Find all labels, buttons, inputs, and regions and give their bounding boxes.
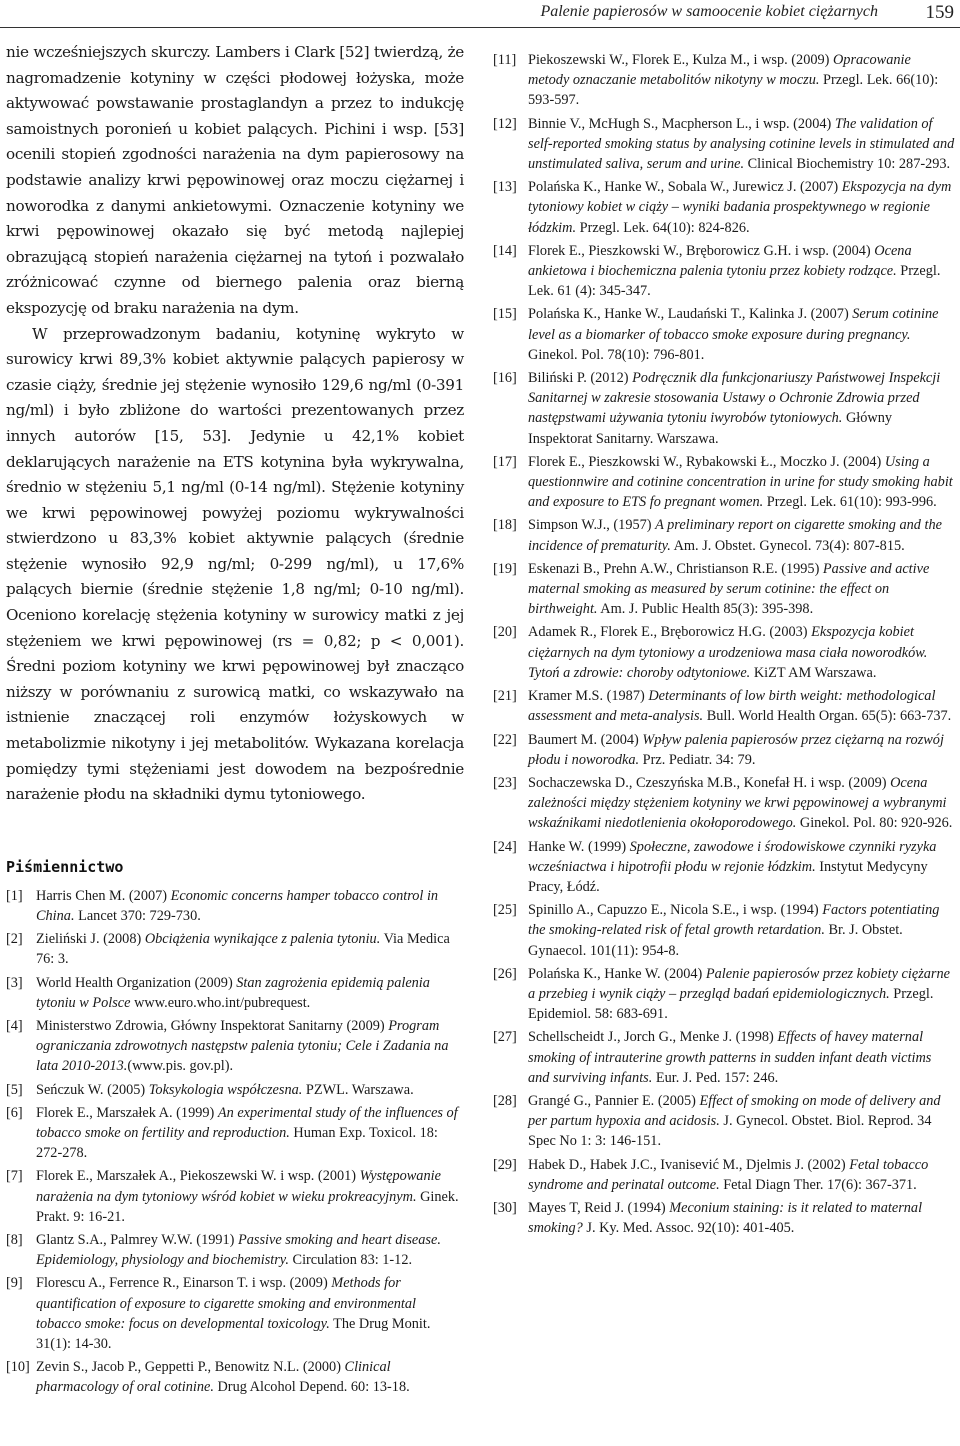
reference-item xyxy=(493,622,955,683)
reference-authors: Hanke W. (1999) xyxy=(528,838,630,855)
reference-source: Fetal Diagn Ther. 17(6): 367-371. xyxy=(719,1176,917,1193)
reference-text xyxy=(528,773,955,834)
reference-list-left xyxy=(6,886,464,1398)
reference-item xyxy=(493,900,955,961)
reference-text xyxy=(36,1016,464,1077)
reference-authors: Adamek R., Florek E., Bręborowicz H.G. (2003) xyxy=(528,624,812,641)
reference-source: J. Ky. Med. Assoc. 92(10): 401-405. xyxy=(582,1220,795,1237)
reference-item xyxy=(493,686,955,726)
reference-authors: Zevin S., Jacob P., Geppetti P., Benowitz N.L. (2000) xyxy=(36,1359,345,1376)
reference-number: [22] xyxy=(493,731,517,748)
reference-title: Program ograniczania zdrowotnych następstw palenia tytoniu; Cele i Zadania na lata 2010-2013. xyxy=(36,1018,449,1075)
reference-item xyxy=(493,50,955,111)
reference-text xyxy=(528,686,955,726)
reference-title: Using a questionnwire and cotinine concentration in urine for study smoking habit and exposure to ETS fo pregnant women. xyxy=(528,453,953,511)
reference-item xyxy=(6,1103,464,1164)
reference-text xyxy=(36,886,464,926)
reference-title: Wpływ palenia papierosów przez ciężarną na rozwój płodu i noworodka. xyxy=(528,731,944,768)
reference-number: [13] xyxy=(493,179,517,196)
reference-item xyxy=(493,1091,955,1152)
reference-source: Circulation 83: 1-12. xyxy=(288,1252,413,1269)
reference-source: Bull. World Health Organ. 65(5): 663-737. xyxy=(703,708,952,725)
running-header xyxy=(0,0,960,30)
reference-title: Podręcznik dla funkcjonariuszy Państwowej Inspekcji Sanitarnej w zakresie stosowania Ustawy o Ochronie Zdrowia przed następstwami używania tytoniu iwyrobów tytoniowych. xyxy=(528,370,941,427)
reference-text xyxy=(528,452,955,513)
reference-text xyxy=(36,1273,464,1354)
reference-text xyxy=(36,1230,464,1270)
reference-source: www.euro.who.int/pubrequest. xyxy=(130,994,311,1011)
reference-source: Am. J. Public Health 85(3): 395-398. xyxy=(597,601,814,618)
reference-source: Via Medica 76: 3. xyxy=(36,931,450,968)
reference-number: [10] xyxy=(6,1359,30,1376)
reference-number: [27] xyxy=(493,1029,517,1046)
reference-text xyxy=(528,1155,955,1195)
reference-authors: Seńczuk W. (2005) xyxy=(36,1081,149,1098)
reference-source: Główny Inspektorat Sanitarny. Warszawa. xyxy=(528,410,893,447)
reference-title: Effects of havey maternal smoking of intrauterine growth patterns in sudden infant death victims and surviving infants. xyxy=(528,1029,932,1086)
reference-title: Stan zagrożenia epidemią palenia tytoniu w Polsce xyxy=(36,974,430,1011)
reference-text xyxy=(528,515,955,555)
reference-number: [9] xyxy=(6,1275,23,1292)
reference-item xyxy=(493,368,955,449)
reference-text xyxy=(528,50,955,111)
reference-text xyxy=(528,837,955,898)
reference-authors: Eskenazi B., Prehn A.W., Christianson R.E. (1995) xyxy=(528,560,823,577)
reference-number: [30] xyxy=(493,1199,517,1216)
reference-item xyxy=(493,241,955,302)
reference-list-right xyxy=(493,50,955,1238)
reference-source: Instytut Medycyny Pracy, Łódź. xyxy=(528,858,928,895)
reference-authors: Binnie V., McHugh S., Macpherson L., i wsp. (2004) xyxy=(528,115,835,132)
reference-item xyxy=(493,304,955,365)
reference-authors: Polańska K., Hanke W., Laudański T., Kalinka J. (2007) xyxy=(528,306,853,323)
reference-authors: Simpson W.J., (1957) xyxy=(528,517,656,534)
reference-item xyxy=(6,1016,464,1077)
reference-item xyxy=(6,886,464,926)
reference-title: Effect of smoking on mode of delivery and per partum hypoxia and acidosis. xyxy=(528,1092,941,1130)
reference-authors: Baumert M. (2004) xyxy=(528,731,643,748)
reference-source: Przegl. Lek. 61(10): 993-996. xyxy=(763,494,937,511)
reference-text xyxy=(36,973,464,1013)
reference-number: [29] xyxy=(493,1156,517,1173)
reference-title: Methods for quantification of exposure to cigarette smoking and environmental tobacco smoke: focus on developmental toxicology. xyxy=(36,1275,416,1332)
reference-title: Ocena ankietowa i biochemiczna palenia tytoniu przez kobiety rodzące. xyxy=(528,242,912,280)
reference-text xyxy=(528,177,955,238)
reference-authors: Florek E., Pieszkowski W., Bręborowicz G.H. i wsp. (2004) xyxy=(528,242,875,259)
reference-source: PZWL. Warszawa. xyxy=(302,1081,414,1098)
reference-text xyxy=(528,622,955,683)
reference-number: [15] xyxy=(493,306,517,323)
reference-authors: Florescu A., Ferrence R., Einarson T. i wsp. (2009) xyxy=(36,1275,332,1292)
reference-item xyxy=(493,177,955,238)
reference-authors: Polańska K., Hanke W. (2004) xyxy=(528,965,706,982)
reference-text xyxy=(528,730,955,770)
reference-source: Prz. Pediatr. 34: 79. xyxy=(639,751,756,768)
reference-source: Przegl. Lek. 66(10): 593-597. xyxy=(528,72,939,109)
reference-item xyxy=(6,1357,464,1397)
reference-title: Palenie papierosów przez kobiety ciężarne a przebieg i wynik ciąży – przegląd badań epidemiologicznych. xyxy=(528,965,950,1002)
reference-title: Factors potentiating the smoking-related risk of fetal growth retardation. xyxy=(528,902,940,939)
reference-title: Społeczne, zawodowe i środowiskowe czynniki ryzyka wcześniactwa i hipotrofii płodu w rejonie łódzkim. xyxy=(528,838,937,875)
reference-title: Opracowanie metody oznaczanie metabolitów nikotyny w moczu. xyxy=(528,52,911,89)
reference-text xyxy=(36,1103,464,1164)
reference-authors: Schellscheidt J., Jorch G., Menke J. (1998) xyxy=(528,1029,778,1046)
reference-title: Passive and active maternal smoking as measured by serum cotinine: the effect on birthweight. xyxy=(528,560,930,618)
reference-source: Ginekol. Pol. 80: 920-926. xyxy=(796,815,953,832)
reference-authors: Mayes T, Reid J. (1994) xyxy=(528,1199,670,1216)
running-title: Palenie papierosów w samoocenie kobiet ciężarnych xyxy=(540,3,878,20)
reference-item xyxy=(493,559,955,620)
reference-authors: Habek D., Habek J.C., Ivanisević M., Djelmis J. (2002) xyxy=(528,1156,850,1173)
reference-title: Clinical pharmacology of oral cotinine. xyxy=(36,1359,391,1396)
reference-number: [16] xyxy=(493,370,517,387)
reference-title: The validation of self-reported smoking status by analysing cotinine levels in stimulated and unstimulated saliva, serum and urine. xyxy=(528,115,955,173)
page-number: 159 xyxy=(925,2,954,23)
reference-authors: Grangé G., Pannier E. (2005) xyxy=(528,1092,700,1109)
reference-authors: World Health Organization (2009) xyxy=(36,974,237,991)
body-paragraph-2: W przeprowadzonym badaniu, kotyninę wykryto w surowicy krwi 89,3% kobiet aktywnie palących papierosy w czasie ciąży, średnie jej stężenie wynosiło 129,6 ng/ml (0-391 ng/ml) i było zbliżone do wartości prezentowanych przez innych autorów [15, 53]. Jedynie u 42,1% kobiet deklarujących narażenie na ETS kotynina była wykrywalna, średnio w stężeniu 5,1 ng/ml (0-14 ng/ml). Stężenie kotyniny we krwi pępowinowej powyżej poziomu wykrywalności stwierdzono u 83,3% kobiet aktywnie palących (średnie stężenie wynosiło 92,9 ng/ml; 0-299 ng/ml), u 17,6% palących biernie (średnie stężenie 1,8 ng/ml; 0-10 ng/ml). Oceniono korelację stężenia kotyniny w surowicy matki z jej stężeniem we krwi pępowinowej (rs = 0,82; p < 0,001). Średni poziom kotyniny we krwi pępowinowej był znacząco niższy w porównaniu z surowicą matki, co wskazywało na istnienie znaczącej roli enzymów łożyskowych w metabolizmie nikotyny i jej metabolitów. Wykazana korelacja pomiędzy tymi stężeniami jest dowodem na bezpośrednie narażenie płodu na składniki dymu tytoniowego. xyxy=(6,324,464,804)
reference-item xyxy=(493,773,955,834)
reference-text xyxy=(36,1080,464,1100)
reference-item xyxy=(6,1230,464,1270)
reference-source: Ginekol. Pol. 78(10): 796-801. xyxy=(528,346,705,363)
reference-source: Br. J. Obstet. Gynaecol. 101(11): 954-8. xyxy=(528,922,903,959)
reference-number: [7] xyxy=(6,1168,23,1185)
reference-number: [21] xyxy=(493,688,517,705)
reference-authors: Spinillo A., Capuzzo E., Nicola S.E., i wsp. (1994) xyxy=(528,902,823,919)
reference-authors: Kramer M.S. (1987) xyxy=(528,688,649,705)
body-paragraph-1: nie wcześniejszych skurczy. Lambers i Clark [52] twierdzą, że nagromadzenie kotyniny w części płodowej łożyska, może aktywować powstawanie prostaglandyn a przez to indukcję samoistnych poronień u kobiet palących. Pichini i wsp. [53] ocenili stopień zgodności narażenia na dym papierosowy na podstawie analizy krwi pępowinowej oraz moczu ciężarnej i noworodka z danymi ankietowymi. Oznaczenie kotyniny we krwi pępowinowej okazało się być metodą najlepiej obrazującą stopień narażenia ciężarnej na tytoń i pozwalało zróżnicować czynne od biernego palenia oraz bierną ekspozycję od braku narażenia na dym. xyxy=(6,43,464,317)
reference-title: Występowanie narażenia na dym tytoniowy wśród kobiet w wieku prokreacyjnym. xyxy=(36,1168,441,1205)
reference-source: Drug Alcohol Depend. 60: 13-18. xyxy=(213,1379,410,1396)
reference-text xyxy=(528,368,955,449)
reference-item xyxy=(6,1080,464,1100)
reference-source: Lancet 370: 729-730. xyxy=(74,908,201,925)
reference-title: Economic concerns hamper tobacco control in China. xyxy=(36,887,439,925)
reference-authors: Florek E., Pieszkowski W., Rybakowski Ł., Moczko J. (2004) xyxy=(528,453,885,470)
reference-source: J. Gynecol. Obstet. Biol. Reprod. 34 Spec No 1: 3: 146-151. xyxy=(528,1113,932,1150)
reference-text xyxy=(528,559,955,620)
reference-authors: Piekoszewski W., Florek E., Kulza M., i wsp. (2009) xyxy=(528,52,833,68)
references-heading: Piśmiennictwo xyxy=(6,857,124,876)
reference-item xyxy=(493,1027,955,1088)
reference-number: [3] xyxy=(6,974,23,991)
reference-text xyxy=(528,241,955,302)
header-rule xyxy=(0,27,960,28)
reference-number: [1] xyxy=(6,887,23,904)
reference-title: Meconium staining: is it related to maternal smoking? xyxy=(528,1199,923,1237)
reference-title: A preliminary report on cigarette smoking and the incidence of prematurity. xyxy=(528,517,942,554)
reference-number: [2] xyxy=(6,931,23,948)
reference-title: An experimental study of the influences of tobacco smoke on fertility and reproduction. xyxy=(36,1104,458,1142)
reference-source: (www.pis. gov.pl). xyxy=(127,1058,234,1075)
reference-text xyxy=(36,1357,464,1397)
reference-number: [6] xyxy=(6,1104,23,1121)
reference-item xyxy=(493,730,955,770)
reference-item xyxy=(6,973,464,1013)
reference-item xyxy=(6,1166,464,1227)
reference-number: [20] xyxy=(493,624,517,641)
reference-text xyxy=(528,304,955,365)
reference-source: Przegl. Epidemiol. 58: 683-691. xyxy=(528,985,934,1023)
reference-text xyxy=(36,929,464,969)
reference-source: Am. J. Obstet. Gynecol. 73(4): 807-815. xyxy=(670,537,905,554)
reference-number: [11] xyxy=(493,52,517,68)
reference-source: The Drug Monit. 31(1): 14-30. xyxy=(36,1315,431,1353)
reference-text xyxy=(528,114,955,175)
reference-title: Ekspozycja kobiet ciężarnych na dym tytoniowy a urodzeniowa masa ciała noworodków. Tytoń a zdrowie: choroby odtytoniowe. xyxy=(528,624,928,681)
reference-number: [17] xyxy=(493,453,517,470)
reference-title: Toksykologia współczesna. xyxy=(148,1081,303,1098)
reference-item xyxy=(6,929,464,969)
reference-item xyxy=(493,1155,955,1195)
reference-item xyxy=(6,1273,464,1354)
reference-item xyxy=(493,452,955,513)
right-column xyxy=(493,50,955,1241)
reference-authors: Ministerstwo Zdrowia, Główny Inspektorat Sanitarny (2009) xyxy=(36,1018,389,1035)
reference-number: [4] xyxy=(6,1018,23,1035)
reference-number: [19] xyxy=(493,560,517,577)
reference-source: Przegl. Lek. 64(10): 824-826. xyxy=(576,219,750,236)
reference-text xyxy=(36,1166,464,1227)
reference-title: Determinants of low birth weight: methodological assessment and meta-analysis. xyxy=(528,688,936,725)
reference-source: Eur. J. Ped. 157: 246. xyxy=(652,1069,779,1086)
reference-item xyxy=(493,964,955,1025)
reference-text xyxy=(528,900,955,961)
reference-source: Human Exp. Toxicol. 18: 272-278. xyxy=(36,1125,438,1162)
reference-authors: Harris Chen M. (2007) xyxy=(36,887,171,904)
reference-number: [12] xyxy=(493,115,517,132)
reference-title: Fetal tobacco syndrome and perinatal outcome. xyxy=(528,1156,929,1193)
reference-source: KiZT AM Warszawa. xyxy=(750,664,877,681)
reference-title: Serum cotinine level as a biomarker of tobacco smoke exposure during pregnancy. xyxy=(528,306,939,343)
reference-item xyxy=(493,114,955,175)
reference-number: [25] xyxy=(493,902,517,919)
reference-item xyxy=(493,1198,955,1238)
reference-source: Ginek. Prakt. 9: 16-21. xyxy=(36,1188,459,1225)
reference-text xyxy=(528,1091,955,1152)
reference-item xyxy=(493,837,955,898)
reference-text xyxy=(528,1027,955,1088)
left-column xyxy=(6,40,464,1401)
reference-text xyxy=(528,964,955,1025)
reference-title: Passive smoking and heart disease. Epidemiology, physiology and biochemistry. xyxy=(36,1232,441,1269)
reference-number: [24] xyxy=(493,838,517,855)
reference-authors: Biliński P. (2012) xyxy=(528,370,633,387)
reference-number: [8] xyxy=(6,1232,23,1249)
reference-number: [28] xyxy=(493,1092,517,1109)
reference-authors: Zieliński J. (2008) xyxy=(36,931,145,948)
reference-number: [23] xyxy=(493,774,517,791)
reference-number: [5] xyxy=(6,1081,23,1098)
reference-authors: Florek E., Marszałek A. (1999) xyxy=(36,1104,218,1121)
reference-authors: Polańska K., Hanke W., Sobala W., Jurewicz J. (2007) xyxy=(528,179,842,196)
reference-authors: Glantz S.A., Palmrey W.W. (1991) xyxy=(36,1232,238,1249)
reference-source: Clinical Biochemistry 10: 287-293. xyxy=(744,156,951,173)
reference-title: Ekspozycja na dym tytoniowy kobiet w ciąży – wyniki badania prospektywnego w regionie łódzkim. xyxy=(528,179,952,236)
reference-text xyxy=(528,1198,955,1238)
reference-number: [14] xyxy=(493,242,517,259)
reference-source: Przegl. Lek. 61 (4): 345-347. xyxy=(528,263,941,300)
reference-number: [18] xyxy=(493,517,517,534)
reference-item xyxy=(493,515,955,555)
reference-title: Ocena zależności między stężeniem kotyniny we krwi pępowinowej a wybranymi wskaźnikami niedotlenienia okołoporodowego. xyxy=(528,774,947,832)
reference-number: [26] xyxy=(493,965,517,982)
reference-authors: Sochaczewska D., Czeszyńska M.B., Konefał H. i wsp. (2009) xyxy=(528,774,891,791)
reference-authors: Florek E., Marszałek A., Piekoszewski W. i wsp. (2001) xyxy=(36,1168,360,1185)
reference-title: Obciążenia wynikające z palenia tytoniu. xyxy=(144,931,381,948)
